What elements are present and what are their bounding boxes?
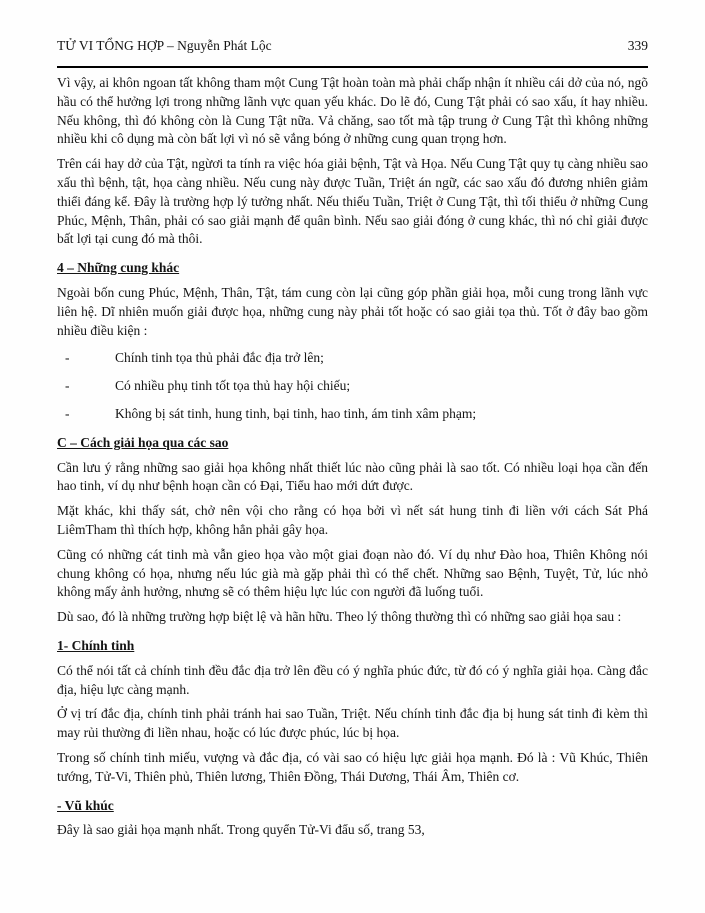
list-item-text: Không bị sát tinh, hung tinh, bại tinh, hao tinh, ám tinh xâm phạm; — [115, 405, 477, 421]
page-body — [57, 74, 648, 840]
list-dash: - — [65, 350, 70, 366]
list-item — [57, 349, 648, 368]
paragraph: Trong số chính tinh miếu, vượng và đắc địa, có vài sao có hiệu lực giải họa mạnh. Đó là : Vũ Khúc, Thiên tướng, Tử-Vi, Thiên phủ, Thiên lương, Thiên Đồng, Thái Dương, Thái Âm, Thiên cơ. — [57, 749, 648, 784]
running-title: TỬ VI TỔNG HỢP – Nguyễn Phát Lộc — [57, 38, 272, 53]
list-item — [57, 405, 648, 424]
header-rule — [57, 66, 648, 68]
paragraph: Cần lưu ý rằng những sao giải họa không nhất thiết lúc nào cũng phải là sao tốt. Có nhiều loại họa cần đến hao tinh, ví dụ như bệnh hoạn cần có Đại, Tiểu hao mới dứt được. — [57, 459, 648, 494]
section-heading-vukhuc: - Vũ khúc — [57, 797, 114, 813]
list-item-text: Chính tinh tọa thủ phải đắc địa trở lên; — [115, 350, 324, 366]
page-number: 339 — [627, 38, 648, 53]
paragraph: Vì vậy, ai khôn ngoan tất không tham một Cung Tật hoàn toàn mà phải chấp nhận ít nhiều cái dở của nó, ngõ hầu có thể hưởng lợi trong những lãnh vực quan yếu khác. Do lẽ đó, Cung Tật phải có sao xấu, ít hay nhiều. Nếu không, thì đó không còn là Cung Tật nữa. Vả chăng, sao tốt mà tập trung ở Cung Tật thì không những nhiều khi cô dụng mà còn bất lợi vì nó sẽ vắng bóng ở những cung quan trọng hơn. — [57, 75, 648, 147]
paragraph: Mặt khác, khi thấy sát, chở nên vội cho rằng có họa bởi vì nết sát hung tinh đi liền với cách Sát Phá LiêmTham thì thích hợp, không hẳn phải gây họa. — [57, 503, 648, 537]
section-heading-4: 4 – Những cung khác — [57, 260, 180, 276]
section-heading-1: 1- Chính tinh — [57, 637, 135, 653]
list-item — [57, 377, 648, 396]
paragraph: Có thể nói tất cả chính tinh đều đắc địa trở lên đều có ý nghĩa phúc đức, từ đó có ý nghĩa giải họa. Càng đắc địa, hiệu lực càng mạnh. — [57, 662, 648, 697]
paragraph: Trên cái hay dở của Tật, ngừơi ta tính ra việc hóa giải bệnh, Tật và Họa. Nếu Cung Tật quy tụ càng nhiều sao xấu thì bệnh, tật, họa càng nhiều. Nếu cung này được Tuần, Triệt án ngữ, các sao xấu đó đương nhiên giảm thiểi đáng kể. Đây là trường hợp lý tưởng nhất. Nếu thiếu Tuần, Triệt ở Cung Tật, thì tối thiểu ở những Cung Phúc, Mệnh, Thân, phải có sao giải mạnh để quân bình. Nếu sao giải đóng ở cung khác, thì nó chỉ giải được bất lợi tại cung đó mà thôi. — [57, 156, 648, 247]
section-heading-c: C – Cách giải họa qua các sao — [57, 434, 229, 450]
list-dash: - — [65, 405, 70, 421]
paragraph: Dù sao, đó là những trường hợp biệt lệ và hãn hữu. Theo lý thông thường thì có những sao giải họa sau : — [57, 609, 622, 625]
paragraph: Cũng có những cát tinh mà vẫn gieo họa vào một giai đoạn nào đó. Ví dụ như Đào hoa, Thiên Không nói chung không có họa, nhưng nếu lúc già mà gặp phải thì có thể chết. Những sao Bệnh, Tuyệt, Tử, lúc nhỏ không mấy ảnh hưởng, nhưng sẽ có thêm hiệu lực lúc con người đã luống tuổi. — [57, 546, 648, 600]
paragraph: Ở vị trí đắc địa, chính tinh phải tránh hai sao Tuần, Triệt. Nếu chính tinh đắc địa bị hung sát tinh đi kèm thì may rủi thường đi liền nhau, hoặc có lúc được phúc, lúc bị họa. — [57, 706, 648, 741]
paragraph: Ngoài bốn cung Phúc, Mệnh, Thân, Tật, tám cung còn lại cũng góp phần giải họa, mỗi cung trong lãnh vực liên hệ. Dĩ nhiên muốn giải được họa, những cung này phải tốt hoặc có sao giải tọa thủ. Tốt ở đây bao gồm nhiều điều kiện : — [57, 284, 648, 338]
page-header — [57, 38, 648, 54]
list-item-text: Có nhiều phụ tinh tốt tọa thủ hay hội chiếu; — [115, 378, 351, 394]
paragraph: Đây là sao giải họa mạnh nhất. Trong quyển Tử-Vi đẩu số, trang 53, — [57, 822, 425, 838]
list-dash: - — [65, 378, 70, 394]
